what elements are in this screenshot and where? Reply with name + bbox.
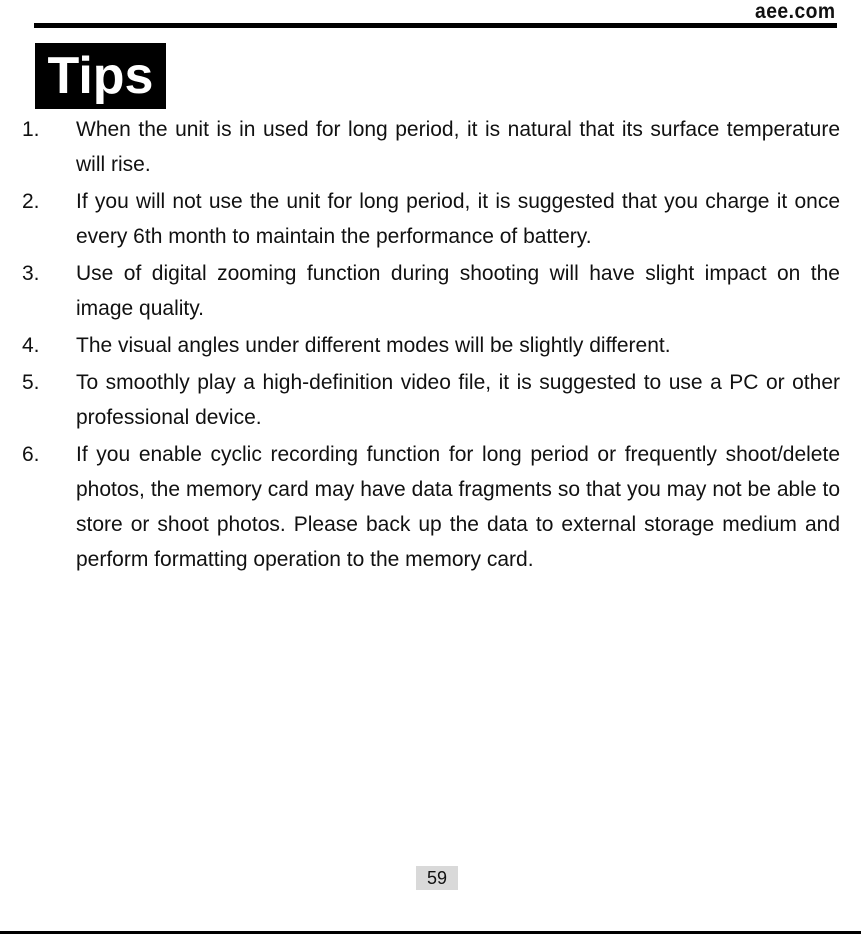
tip-number: 4. [22,334,40,357]
list-item [22,437,840,577]
tip-text: To smoothly play a high-definition video file, it is suggested to use a PC or other professional device. [76,371,840,429]
tips-list [22,112,840,579]
header-divider [34,23,837,28]
tip-number: 6. [22,443,40,466]
list-item [22,256,840,326]
list-item [22,365,840,435]
list-item [22,328,840,363]
tip-number: 3. [22,262,40,285]
list-item [22,184,840,254]
page-title: Tips [35,43,166,109]
tip-text: If you enable cyclic recording function for long period or frequently shoot/delete photos, the memory card may have data fragments so that you may not be able to store or shoot photos. Please back up the data to external storage medium and perform formatting operation to the memory card. [76,443,840,571]
tip-text: Use of digital zooming function during shooting will have slight impact on the image quality. [76,262,840,320]
tip-text: If you will not use the unit for long period, it is suggested that you charge it once every 6th month to maintain the performance of battery. [76,190,840,248]
tip-text: The visual angles under different modes will be slightly different. [76,334,671,357]
list-item [22,112,840,182]
brand-logo: aee.com [755,0,836,23]
page-number: 59 [416,866,458,890]
tip-number: 5. [22,371,40,394]
tip-text: When the unit is in used for long period, it is natural that its surface temperature will rise. [76,118,840,176]
tip-number: 2. [22,190,40,213]
tip-number: 1. [22,118,40,141]
footer-divider [0,931,861,934]
